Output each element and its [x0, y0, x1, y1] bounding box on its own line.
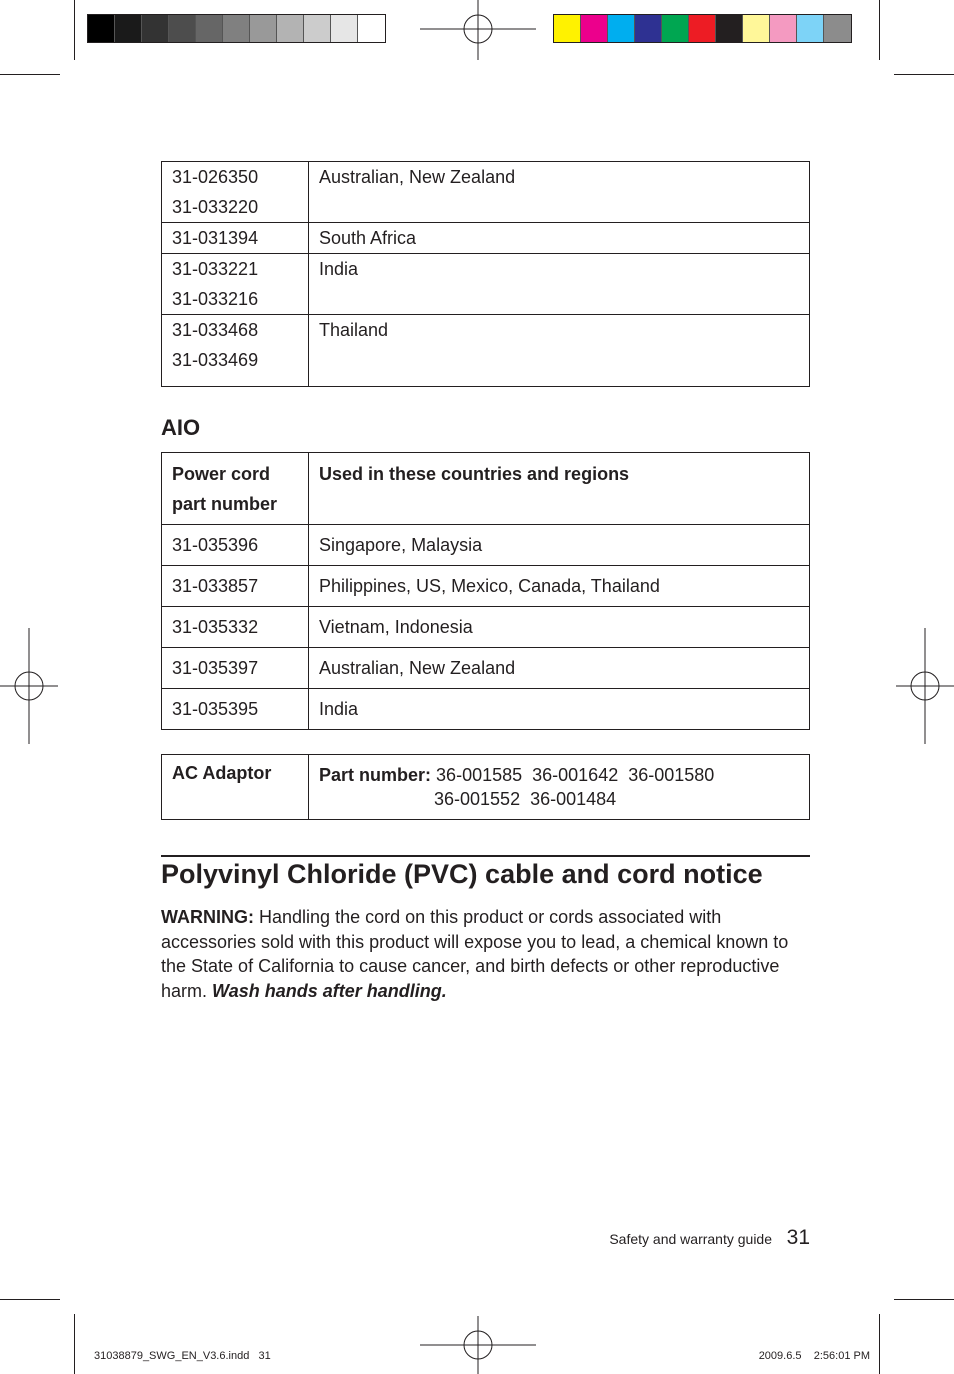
slug-filename: 31038879_SWG_EN_V3.6.indd 31 — [94, 1350, 271, 1362]
part-number-cell — [162, 162, 309, 223]
warning-emphasis: Wash hands after handling. — [212, 980, 447, 1001]
region: Thailand — [319, 320, 389, 340]
header-label: Power cord — [172, 464, 271, 484]
part-number-cell: 31-035396 — [162, 525, 309, 566]
color-swatch — [554, 15, 581, 42]
part-number: 31-033469 — [172, 350, 259, 370]
region-cell — [309, 223, 810, 254]
part-number-cell — [162, 254, 309, 315]
footer-guide-title: Safety and warranty guide — [609, 1231, 772, 1247]
registration-mark-icon — [0, 628, 58, 744]
part-number-cell: 31-035395 — [162, 689, 309, 730]
color-swatch — [824, 15, 851, 42]
crop-mark — [879, 1314, 880, 1374]
table-header-row — [162, 453, 810, 525]
registration-mark-icon — [420, 0, 536, 60]
header-label: Used in these countries and regions — [319, 464, 630, 484]
part-number: 31-033216 — [172, 289, 259, 309]
color-swatch — [689, 15, 716, 42]
color-swatch — [169, 15, 196, 42]
adaptor-part-numbers: 36-001552 36-001484 — [434, 789, 617, 809]
part-number-label: Part number: — [319, 765, 432, 785]
part-number: 31-026350 — [172, 167, 259, 187]
color-swatch — [716, 15, 743, 42]
region-cell: Vietnam, Indonesia — [309, 607, 810, 648]
crop-mark — [74, 0, 75, 60]
part-number: 31-031394 — [172, 228, 259, 248]
header-regions — [309, 453, 810, 525]
table-row — [162, 755, 810, 820]
pvc-warning-paragraph — [161, 905, 801, 1003]
region-cell: India — [309, 689, 810, 730]
color-swatch — [770, 15, 797, 42]
region-cell: Philippines, US, Mexico, Canada, Thailand — [309, 566, 810, 607]
region-cell: Singapore, Malaysia — [309, 525, 810, 566]
color-swatch — [743, 15, 770, 42]
region: Australian, New Zealand — [319, 167, 516, 187]
color-swatch — [88, 15, 115, 42]
color-swatch — [358, 15, 385, 42]
crop-mark — [0, 1299, 60, 1300]
part-number: 31-033468 — [172, 320, 259, 340]
part-number-cell — [162, 315, 309, 387]
crop-mark — [894, 1299, 954, 1300]
part-number: 31-033221 — [172, 259, 259, 279]
part-number-cell: 31-035397 — [162, 648, 309, 689]
process-color-bar — [553, 14, 852, 43]
table-row — [162, 525, 810, 566]
registration-mark-icon — [896, 628, 954, 744]
table-row — [162, 566, 810, 607]
region-cell: Australian, New Zealand — [309, 648, 810, 689]
table-row — [162, 162, 810, 223]
table-row — [162, 689, 810, 730]
part-number-cell: 31-033857 — [162, 566, 309, 607]
color-swatch — [277, 15, 304, 42]
adaptor-parts-cell — [309, 755, 810, 820]
region: South Africa — [319, 228, 417, 248]
table-row — [162, 607, 810, 648]
slug-timestamp: 2009.6.5 2:56:01 PM — [758, 1350, 870, 1362]
region-cell — [309, 162, 810, 223]
gray-color-bar — [87, 14, 386, 43]
color-swatch — [635, 15, 662, 42]
ac-adaptor-table — [161, 754, 810, 820]
header-part-number — [162, 453, 309, 525]
header-label: part number — [172, 494, 278, 514]
region-cell — [309, 254, 810, 315]
color-swatch — [304, 15, 331, 42]
color-swatch — [331, 15, 358, 42]
registration-mark-icon — [420, 1316, 536, 1374]
adaptor-part-numbers: 36-001585 36-001642 36-001580 — [436, 765, 715, 785]
color-swatch — [581, 15, 608, 42]
region: India — [319, 259, 359, 279]
table-row — [162, 315, 810, 387]
adaptor-label-cell: AC Adaptor — [162, 755, 309, 820]
color-swatch — [196, 15, 223, 42]
color-swatch — [115, 15, 142, 42]
table-row — [162, 648, 810, 689]
color-swatch — [223, 15, 250, 42]
region-cell — [309, 315, 810, 387]
color-swatch — [797, 15, 824, 42]
power-cord-table-continued — [161, 161, 810, 387]
part-number-cell — [162, 223, 309, 254]
crop-mark — [74, 1314, 75, 1374]
part-number-cell: 31-035332 — [162, 607, 309, 648]
color-swatch — [662, 15, 689, 42]
crop-mark — [894, 74, 954, 75]
table-row — [162, 223, 810, 254]
crop-mark — [879, 0, 880, 60]
table-row — [162, 254, 810, 315]
color-swatch — [608, 15, 635, 42]
crop-mark — [0, 74, 60, 75]
section-heading-aio: AIO — [161, 415, 201, 440]
warning-label: WARNING: — [161, 907, 254, 927]
color-swatch — [250, 15, 277, 42]
part-number: 31-033220 — [172, 197, 259, 217]
page-number: 31 — [786, 1226, 810, 1249]
pvc-notice-title: Polyvinyl Chloride (PVC) cable and cord notice — [161, 859, 763, 889]
aio-power-cord-table — [161, 452, 810, 730]
color-swatch — [142, 15, 169, 42]
warning-text: Handling the cord on this product or cords associated with accessories sold with this product will expose you to lead, a chemical known to the State of California to cause cancer, and birth defects or other reproductive harm. — [161, 907, 789, 1001]
